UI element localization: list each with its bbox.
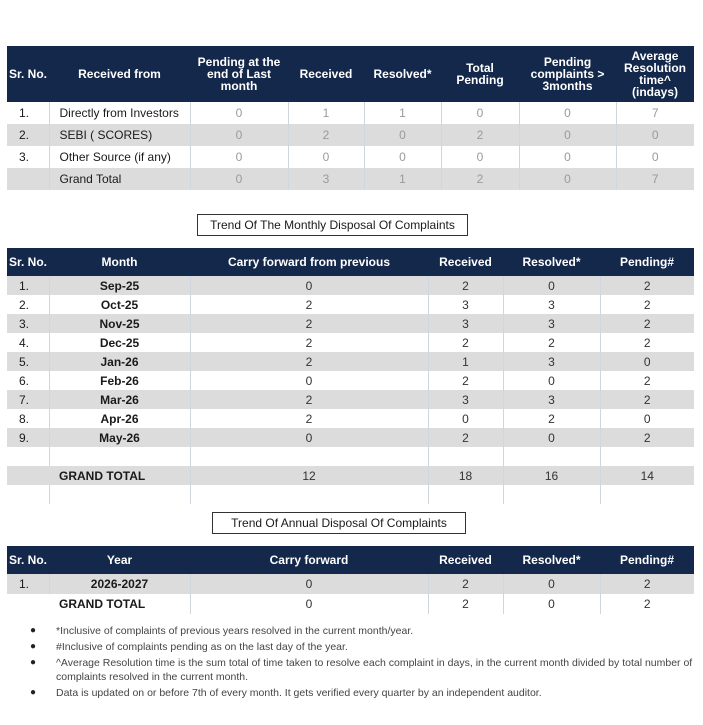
cell-value: 3	[503, 352, 600, 371]
table-header-row	[7, 546, 694, 574]
footnotes-list	[30, 624, 695, 702]
footnote-text: Data is updated on or before 7th of every month. It gets verified every quarter by an independent auditor.	[56, 687, 542, 699]
cell-value: 0	[651, 150, 659, 164]
cell-sr: 1.	[7, 574, 49, 594]
grand-total-label: GRAND TOTAL	[7, 594, 190, 614]
cell-value: 3	[503, 295, 600, 314]
cell-value: 2	[600, 428, 694, 447]
header-sr-no: Sr. No.	[7, 248, 49, 276]
cell-value: 18	[428, 466, 503, 485]
monthly-disposal-table	[7, 248, 694, 504]
cell-value: 2	[190, 409, 428, 428]
cell-value: 0	[190, 276, 428, 295]
spacer-row	[7, 447, 694, 466]
cell-value: 2	[441, 168, 519, 190]
footnote-text: #Inclusive of complaints pending as on the last day of the year.	[56, 641, 348, 653]
cell-value: 0	[190, 168, 288, 190]
table-row	[7, 428, 694, 447]
cell-sr	[7, 168, 49, 190]
cell-month: Oct-25	[49, 295, 190, 314]
cell-sr: 5.	[7, 352, 49, 371]
cell-value: 2	[428, 574, 503, 594]
grand-total-label: Grand Total	[49, 168, 190, 190]
cell-source: SEBI ( SCORES)	[49, 124, 190, 146]
cell-value: 2	[428, 428, 503, 447]
cell-value: 1	[364, 102, 441, 124]
table-row	[7, 314, 694, 333]
cell-value: 1	[288, 102, 364, 124]
cell-value: 2	[600, 390, 694, 409]
header-sr-no: Sr. No.	[7, 546, 49, 574]
table-row	[7, 352, 694, 371]
cell-value: 14	[600, 466, 694, 485]
grand-total-row	[7, 168, 694, 190]
cell-value: 0	[190, 594, 428, 614]
cell-value: 0	[190, 428, 428, 447]
cell-sr: 2.	[7, 124, 49, 146]
cell-value: 0	[428, 409, 503, 428]
cell-sr: 6.	[7, 371, 49, 390]
cell-month: Apr-26	[49, 409, 190, 428]
cell-value: 0	[503, 428, 600, 447]
annual-disposal-table	[7, 546, 694, 614]
grand-total-row	[7, 466, 694, 485]
cell-value: 2	[428, 276, 503, 295]
cell-value: 2	[643, 597, 651, 611]
cell-value: 1	[428, 352, 503, 371]
header-resolved: Resolved*	[503, 546, 600, 574]
footnote	[30, 656, 695, 684]
cell-value: 16	[503, 466, 600, 485]
cell-value: 0	[288, 146, 364, 168]
cell-source: Directly from Investors	[49, 102, 190, 124]
table-row	[7, 124, 694, 146]
cell-sr: 3.	[7, 146, 49, 168]
cell-year: 2026-2027	[49, 574, 190, 594]
header-received-from: Received from	[49, 46, 190, 102]
cell-value: 0	[643, 411, 651, 426]
header-resolved: Resolved*	[364, 46, 441, 102]
cell-value: 2	[428, 594, 503, 614]
header-received: Received	[428, 546, 503, 574]
cell-value: 7	[616, 168, 694, 190]
table-row	[7, 409, 694, 428]
cell-value: 2	[503, 409, 600, 428]
cell-value: 0	[190, 371, 428, 390]
cell-value: 0	[364, 146, 441, 168]
cell-value: 2	[441, 124, 519, 146]
cell-month: Mar-26	[49, 390, 190, 409]
table-header-row	[7, 248, 694, 276]
header-carry-forward: Carry forward	[190, 546, 428, 574]
cell-sr: 7.	[7, 390, 49, 409]
header-sr-no: Sr. No.	[7, 46, 49, 102]
cell-value: 0	[616, 124, 694, 146]
cell-value: 2	[643, 373, 651, 388]
header-pending-last-month: Pending at the end of Last month	[190, 46, 288, 102]
table-row	[7, 333, 694, 352]
table-row	[7, 574, 694, 594]
complaints-summary-table	[7, 46, 694, 190]
cell-value: 0	[190, 574, 428, 594]
cell-value: 2	[428, 371, 503, 390]
cell-sr: 1.	[7, 276, 49, 295]
cell-source: Other Source (if any)	[49, 146, 190, 168]
header-resolved: Resolved*	[503, 248, 600, 276]
header-pending: Pending#	[600, 248, 694, 276]
cell-month: Feb-26	[49, 371, 190, 390]
grand-total-row	[7, 594, 694, 614]
bullet-icon: ●	[30, 657, 37, 668]
cell-value: 2	[503, 333, 600, 352]
table-row	[7, 276, 694, 295]
table-row	[7, 295, 694, 314]
cell-value: 2	[190, 390, 428, 409]
table-row	[7, 146, 694, 168]
header-year: Year	[49, 546, 190, 574]
cell-value: 0	[441, 102, 519, 124]
cell-sr: 3.	[7, 314, 49, 333]
table-row	[7, 371, 694, 390]
cell-value: 2	[600, 276, 694, 295]
cell-value: 0	[519, 102, 616, 124]
footnote-text: *Inclusive of complaints of previous years resolved in the current month/year.	[56, 625, 414, 637]
header-received: Received	[288, 46, 364, 102]
cell-value: 0	[600, 352, 694, 371]
cell-value: 2	[190, 352, 428, 371]
monthly-disposal-caption: Trend Of The Monthly Disposal Of Complaints	[197, 214, 468, 236]
bullet-icon: ●	[30, 625, 37, 636]
cell-value: 12	[190, 466, 428, 485]
cell-value: 0	[190, 146, 288, 168]
cell-value: 2	[643, 297, 651, 312]
cell-value: 2	[600, 574, 694, 594]
cell-value: 0	[503, 371, 600, 390]
annual-disposal-caption: Trend Of Annual Disposal Of Complaints	[212, 512, 466, 534]
footnote-text: ^Average Resolution time is the sum total of time taken to resolve each complaint in days, in the current month divided by total number of complaints resolved in the current month.	[56, 657, 693, 683]
cell-value: 0	[519, 168, 616, 190]
table-header-row	[7, 46, 694, 102]
cell-value: 0	[503, 574, 600, 594]
cell-value: 3	[428, 390, 503, 409]
cell-value: 0	[503, 276, 600, 295]
header-total-pending: Total Pending	[441, 46, 519, 102]
cell-month: Nov-25	[49, 314, 190, 333]
header-pending: Pending#	[600, 546, 694, 574]
cell-value: 0	[190, 102, 288, 124]
header-received: Received	[428, 248, 503, 276]
cell-value: 2	[288, 124, 364, 146]
cell-sr: 4.	[7, 333, 49, 352]
cell-value: 0	[503, 594, 600, 614]
spacer-row	[7, 485, 694, 504]
footnote	[30, 640, 695, 654]
cell-value: 0	[441, 146, 519, 168]
cell-value: 3	[428, 314, 503, 333]
cell-month: Jan-26	[49, 352, 190, 371]
cell-value: 0	[364, 124, 441, 146]
grand-total-label: GRAND TOTAL	[7, 466, 190, 485]
cell-value: 2	[428, 333, 503, 352]
table-row	[7, 390, 694, 409]
cell-value: 0	[519, 124, 616, 146]
cell-value: 2	[190, 295, 428, 314]
table-row	[7, 102, 694, 124]
header-month: Month	[49, 248, 190, 276]
footnote	[30, 624, 695, 638]
cell-value: 3	[288, 168, 364, 190]
cell-value: 2	[190, 333, 428, 352]
cell-month: Sep-25	[49, 276, 190, 295]
header-avg-resolution-time: Average Resolution time^ (indays)	[616, 46, 694, 102]
cell-sr: 1.	[7, 102, 49, 124]
cell-month: May-26	[49, 428, 190, 447]
cell-month: Dec-25	[49, 333, 190, 352]
cell-value: 2	[190, 314, 428, 333]
bullet-icon: ●	[30, 641, 37, 652]
cell-sr: 8.	[7, 409, 49, 428]
cell-value: 0	[519, 146, 616, 168]
cell-value: 2	[600, 314, 694, 333]
cell-value: 2	[643, 335, 651, 350]
cell-value: 0	[190, 124, 288, 146]
cell-value: 7	[651, 106, 659, 120]
cell-value: 3	[428, 295, 503, 314]
header-pending-3months: Pending complaints > 3months	[519, 46, 616, 102]
bullet-icon: ●	[30, 687, 37, 698]
header-carry-forward: Carry forward from previous	[190, 248, 428, 276]
cell-value: 3	[503, 314, 600, 333]
cell-value: 1	[364, 168, 441, 190]
cell-value: 3	[503, 390, 600, 409]
cell-sr: 2.	[7, 295, 49, 314]
footnote	[30, 686, 695, 700]
cell-sr: 9.	[7, 428, 49, 447]
